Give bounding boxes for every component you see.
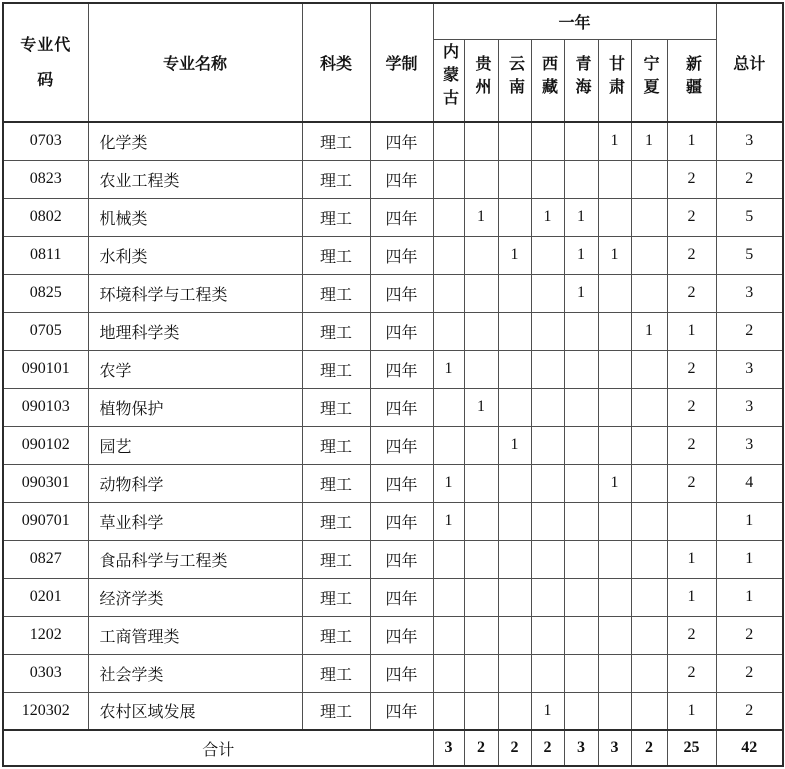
province-value-cell — [498, 350, 531, 388]
province-value-cell — [564, 160, 598, 198]
major-code-cell: 0811 — [3, 236, 88, 274]
province-value-cell — [631, 274, 667, 312]
province-value-cell: 1 — [564, 236, 598, 274]
major-code-cell: 0802 — [3, 198, 88, 236]
row-total-cell: 1 — [716, 502, 783, 540]
major-name-cell: 园艺 — [88, 426, 302, 464]
province-value-cell — [631, 654, 667, 692]
row-total-cell: 1 — [716, 578, 783, 616]
col-header-province — [498, 39, 531, 122]
province-value-cell — [564, 578, 598, 616]
row-total-cell: 5 — [716, 198, 783, 236]
province-value-cell: 1 — [667, 540, 716, 578]
province-value-cell — [464, 426, 498, 464]
province-value-cell: 1 — [433, 350, 464, 388]
category-cell: 理工 — [302, 502, 370, 540]
category-cell: 理工 — [302, 312, 370, 350]
totals-province-cell: 2 — [464, 730, 498, 766]
province-value-cell: 1 — [667, 122, 716, 160]
duration-cell: 四年 — [370, 540, 433, 578]
totals-province-cell: 3 — [564, 730, 598, 766]
col-header-major-name: 专业名称 — [88, 3, 302, 122]
col-header-province — [631, 39, 667, 122]
category-cell: 理工 — [302, 654, 370, 692]
province-value-cell — [433, 654, 464, 692]
table-row — [3, 578, 783, 616]
table-row — [3, 654, 783, 692]
province-value-cell — [464, 312, 498, 350]
province-value-cell — [498, 540, 531, 578]
province-value-cell — [667, 502, 716, 540]
major-code-cell: 0827 — [3, 540, 88, 578]
province-value-cell: 1 — [598, 464, 631, 502]
province-value-cell — [531, 654, 564, 692]
province-label: 甘肃 — [606, 54, 624, 101]
province-value-cell — [531, 236, 564, 274]
province-value-cell — [498, 616, 531, 654]
major-code-cell: 0703 — [3, 122, 88, 160]
major-name-cell: 农村区域发展 — [88, 692, 302, 730]
row-total-cell: 1 — [716, 540, 783, 578]
province-value-cell: 2 — [667, 350, 716, 388]
category-cell: 理工 — [302, 236, 370, 274]
province-value-cell: 1 — [433, 502, 464, 540]
province-value-cell — [531, 578, 564, 616]
province-value-cell — [598, 388, 631, 426]
duration-cell: 四年 — [370, 350, 433, 388]
province-value-cell — [564, 654, 598, 692]
province-value-cell — [433, 312, 464, 350]
duration-cell: 四年 — [370, 122, 433, 160]
province-value-cell — [531, 388, 564, 426]
col-header-province — [464, 39, 498, 122]
row-total-cell: 2 — [716, 312, 783, 350]
province-value-cell: 1 — [598, 122, 631, 160]
province-value-cell — [598, 426, 631, 464]
totals-grand-cell: 42 — [716, 730, 783, 766]
duration-cell: 四年 — [370, 388, 433, 426]
province-label: 青海 — [573, 54, 590, 101]
row-total-cell: 3 — [716, 388, 783, 426]
province-value-cell — [598, 578, 631, 616]
province-value-cell — [564, 312, 598, 350]
province-value-cell — [598, 540, 631, 578]
duration-cell: 四年 — [370, 160, 433, 198]
category-cell: 理工 — [302, 616, 370, 654]
province-value-cell — [564, 464, 598, 502]
major-name-cell: 食品科学与工程类 — [88, 540, 302, 578]
category-cell: 理工 — [302, 426, 370, 464]
province-value-cell — [631, 388, 667, 426]
province-label: 宁夏 — [641, 54, 658, 101]
province-value-cell — [598, 692, 631, 730]
row-total-cell: 5 — [716, 236, 783, 274]
province-value-cell: 1 — [531, 692, 564, 730]
col-header-province — [564, 39, 598, 122]
province-value-cell — [498, 160, 531, 198]
province-value-cell — [464, 122, 498, 160]
province-value-cell: 1 — [667, 312, 716, 350]
major-name-cell: 水利类 — [88, 236, 302, 274]
province-label: 云南 — [506, 54, 524, 101]
province-value-cell — [631, 350, 667, 388]
duration-cell: 四年 — [370, 502, 433, 540]
province-value-cell: 1 — [498, 426, 531, 464]
duration-cell: 四年 — [370, 654, 433, 692]
row-total-cell: 2 — [716, 160, 783, 198]
major-name-cell: 动物科学 — [88, 464, 302, 502]
col-header-province — [667, 39, 716, 122]
major-code-cell: 0823 — [3, 160, 88, 198]
category-cell: 理工 — [302, 540, 370, 578]
province-value-cell — [531, 274, 564, 312]
row-total-cell: 3 — [716, 350, 783, 388]
province-value-cell — [631, 198, 667, 236]
province-value-cell — [498, 274, 531, 312]
province-value-cell — [498, 198, 531, 236]
major-name-cell: 农学 — [88, 350, 302, 388]
table-row — [3, 198, 783, 236]
col-header-year-group: 一年 — [433, 3, 716, 39]
major-name-cell: 机械类 — [88, 198, 302, 236]
province-value-cell — [631, 692, 667, 730]
major-name-cell: 环境科学与工程类 — [88, 274, 302, 312]
province-value-cell: 2 — [667, 616, 716, 654]
major-code-cell: 090103 — [3, 388, 88, 426]
totals-province-cell: 2 — [498, 730, 531, 766]
major-name-cell: 植物保护 — [88, 388, 302, 426]
province-value-cell — [564, 616, 598, 654]
province-value-cell — [631, 616, 667, 654]
row-total-cell: 4 — [716, 464, 783, 502]
duration-cell: 四年 — [370, 464, 433, 502]
province-value-cell — [464, 502, 498, 540]
major-name-cell: 经济学类 — [88, 578, 302, 616]
major-code-cell: 090301 — [3, 464, 88, 502]
col-header-duration: 学制 — [370, 3, 433, 122]
major-name-cell: 工商管理类 — [88, 616, 302, 654]
province-value-cell — [433, 540, 464, 578]
table-row — [3, 540, 783, 578]
province-value-cell — [531, 426, 564, 464]
major-name-cell: 社会学类 — [88, 654, 302, 692]
province-value-cell — [598, 198, 631, 236]
province-value-cell — [631, 540, 667, 578]
province-value-cell — [433, 122, 464, 160]
province-value-cell — [464, 464, 498, 502]
province-value-cell: 2 — [667, 654, 716, 692]
province-value-cell — [433, 160, 464, 198]
duration-cell: 四年 — [370, 236, 433, 274]
province-value-cell — [498, 502, 531, 540]
province-value-cell — [464, 654, 498, 692]
major-code-cell: 0825 — [3, 274, 88, 312]
table-row — [3, 502, 783, 540]
province-value-cell — [433, 578, 464, 616]
major-name-cell: 地理科学类 — [88, 312, 302, 350]
province-value-cell — [433, 274, 464, 312]
province-value-cell — [631, 236, 667, 274]
province-value-cell — [464, 692, 498, 730]
province-value-cell — [531, 350, 564, 388]
major-name-cell: 化学类 — [88, 122, 302, 160]
major-code-cell: 090102 — [3, 426, 88, 464]
table-row — [3, 616, 783, 654]
major-code-cell: 120302 — [3, 692, 88, 730]
province-value-cell: 1 — [667, 578, 716, 616]
province-value-cell — [564, 426, 598, 464]
province-value-cell — [531, 502, 564, 540]
province-value-cell: 1 — [464, 198, 498, 236]
totals-province-cell: 3 — [433, 730, 464, 766]
province-value-cell: 1 — [631, 312, 667, 350]
province-value-cell — [433, 616, 464, 654]
duration-cell: 四年 — [370, 692, 433, 730]
category-cell: 理工 — [302, 388, 370, 426]
col-header-major-code — [3, 3, 88, 122]
province-value-cell: 2 — [667, 464, 716, 502]
province-value-cell: 1 — [531, 198, 564, 236]
province-label: 内蒙古 — [440, 43, 458, 113]
major-name-cell: 草业科学 — [88, 502, 302, 540]
province-value-cell — [498, 122, 531, 160]
col-header-grand-total: 总计 — [716, 3, 783, 122]
province-value-cell — [498, 312, 531, 350]
totals-province-cell: 3 — [598, 730, 631, 766]
col-header-province — [433, 39, 464, 122]
row-total-cell: 2 — [716, 692, 783, 730]
category-cell: 理工 — [302, 160, 370, 198]
category-cell: 理工 — [302, 274, 370, 312]
major-code-cell: 0705 — [3, 312, 88, 350]
duration-cell: 四年 — [370, 578, 433, 616]
major-code-cell: 090101 — [3, 350, 88, 388]
province-value-cell — [433, 198, 464, 236]
province-value-cell — [564, 350, 598, 388]
category-cell: 理工 — [302, 692, 370, 730]
province-value-cell — [564, 122, 598, 160]
major-code-cell: 090701 — [3, 502, 88, 540]
row-total-cell: 3 — [716, 274, 783, 312]
col-header-category: 科类 — [302, 3, 370, 122]
totals-province-cell: 2 — [631, 730, 667, 766]
province-value-cell — [631, 464, 667, 502]
province-value-cell — [564, 502, 598, 540]
province-value-cell — [598, 350, 631, 388]
col-header-province — [598, 39, 631, 122]
province-value-cell: 2 — [667, 198, 716, 236]
province-value-cell — [531, 616, 564, 654]
province-value-cell: 1 — [564, 198, 598, 236]
table-row — [3, 160, 783, 198]
row-total-cell: 3 — [716, 122, 783, 160]
table-row — [3, 464, 783, 502]
table-row — [3, 122, 783, 160]
category-cell: 理工 — [302, 578, 370, 616]
province-value-cell — [498, 654, 531, 692]
totals-label-cell: 合计 — [3, 730, 433, 766]
major-code-cell: 1202 — [3, 616, 88, 654]
province-value-cell — [433, 388, 464, 426]
category-cell: 理工 — [302, 122, 370, 160]
province-value-cell — [498, 388, 531, 426]
province-value-cell: 1 — [598, 236, 631, 274]
enrollment-plan-table — [2, 2, 784, 767]
province-label: 贵州 — [473, 54, 490, 101]
province-value-cell — [564, 692, 598, 730]
province-value-cell — [464, 540, 498, 578]
table-row — [3, 350, 783, 388]
category-cell: 理工 — [302, 464, 370, 502]
province-value-cell: 1 — [464, 388, 498, 426]
duration-cell: 四年 — [370, 198, 433, 236]
table-row — [3, 312, 783, 350]
major-name-cell: 农业工程类 — [88, 160, 302, 198]
province-value-cell — [498, 578, 531, 616]
province-value-cell — [464, 236, 498, 274]
province-value-cell: 2 — [667, 274, 716, 312]
province-value-cell — [433, 236, 464, 274]
province-value-cell: 1 — [667, 692, 716, 730]
province-value-cell — [564, 388, 598, 426]
province-value-cell — [464, 160, 498, 198]
category-cell: 理工 — [302, 350, 370, 388]
province-label: 西藏 — [539, 54, 557, 101]
duration-cell: 四年 — [370, 312, 433, 350]
province-value-cell — [598, 616, 631, 654]
province-value-cell — [631, 426, 667, 464]
province-value-cell — [464, 350, 498, 388]
col-header-major-code-label: 专业代码 — [20, 36, 72, 89]
province-value-cell — [598, 160, 631, 198]
province-value-cell: 1 — [564, 274, 598, 312]
province-value-cell: 2 — [667, 160, 716, 198]
province-value-cell — [598, 654, 631, 692]
province-value-cell — [631, 502, 667, 540]
province-value-cell: 2 — [667, 388, 716, 426]
table-row — [3, 274, 783, 312]
province-value-cell — [531, 312, 564, 350]
major-code-cell: 0201 — [3, 578, 88, 616]
province-value-cell: 1 — [631, 122, 667, 160]
header-row-top — [3, 3, 783, 39]
province-value-cell — [464, 616, 498, 654]
province-value-cell — [498, 464, 531, 502]
table-row — [3, 426, 783, 464]
major-code-cell: 0303 — [3, 654, 88, 692]
province-value-cell — [531, 540, 564, 578]
province-value-cell: 2 — [667, 236, 716, 274]
totals-province-cell: 25 — [667, 730, 716, 766]
province-value-cell — [433, 692, 464, 730]
province-value-cell — [598, 274, 631, 312]
totals-row — [3, 730, 783, 766]
province-value-cell — [531, 122, 564, 160]
province-value-cell — [464, 578, 498, 616]
duration-cell: 四年 — [370, 616, 433, 654]
table-row — [3, 388, 783, 426]
row-total-cell: 3 — [716, 426, 783, 464]
province-value-cell — [598, 502, 631, 540]
row-total-cell: 2 — [716, 654, 783, 692]
duration-cell: 四年 — [370, 426, 433, 464]
duration-cell: 四年 — [370, 274, 433, 312]
province-value-cell — [598, 312, 631, 350]
province-value-cell — [531, 160, 564, 198]
province-value-cell — [631, 578, 667, 616]
province-value-cell — [498, 692, 531, 730]
province-value-cell — [531, 464, 564, 502]
province-label: 新疆 — [683, 54, 701, 101]
table-row — [3, 692, 783, 730]
province-value-cell: 2 — [667, 426, 716, 464]
province-value-cell: 1 — [498, 236, 531, 274]
col-header-province — [531, 39, 564, 122]
province-value-cell — [631, 160, 667, 198]
table-row — [3, 236, 783, 274]
category-cell: 理工 — [302, 198, 370, 236]
province-value-cell: 1 — [433, 464, 464, 502]
totals-province-cell: 2 — [531, 730, 564, 766]
province-value-cell — [564, 540, 598, 578]
province-value-cell — [433, 426, 464, 464]
province-value-cell — [464, 274, 498, 312]
row-total-cell: 2 — [716, 616, 783, 654]
